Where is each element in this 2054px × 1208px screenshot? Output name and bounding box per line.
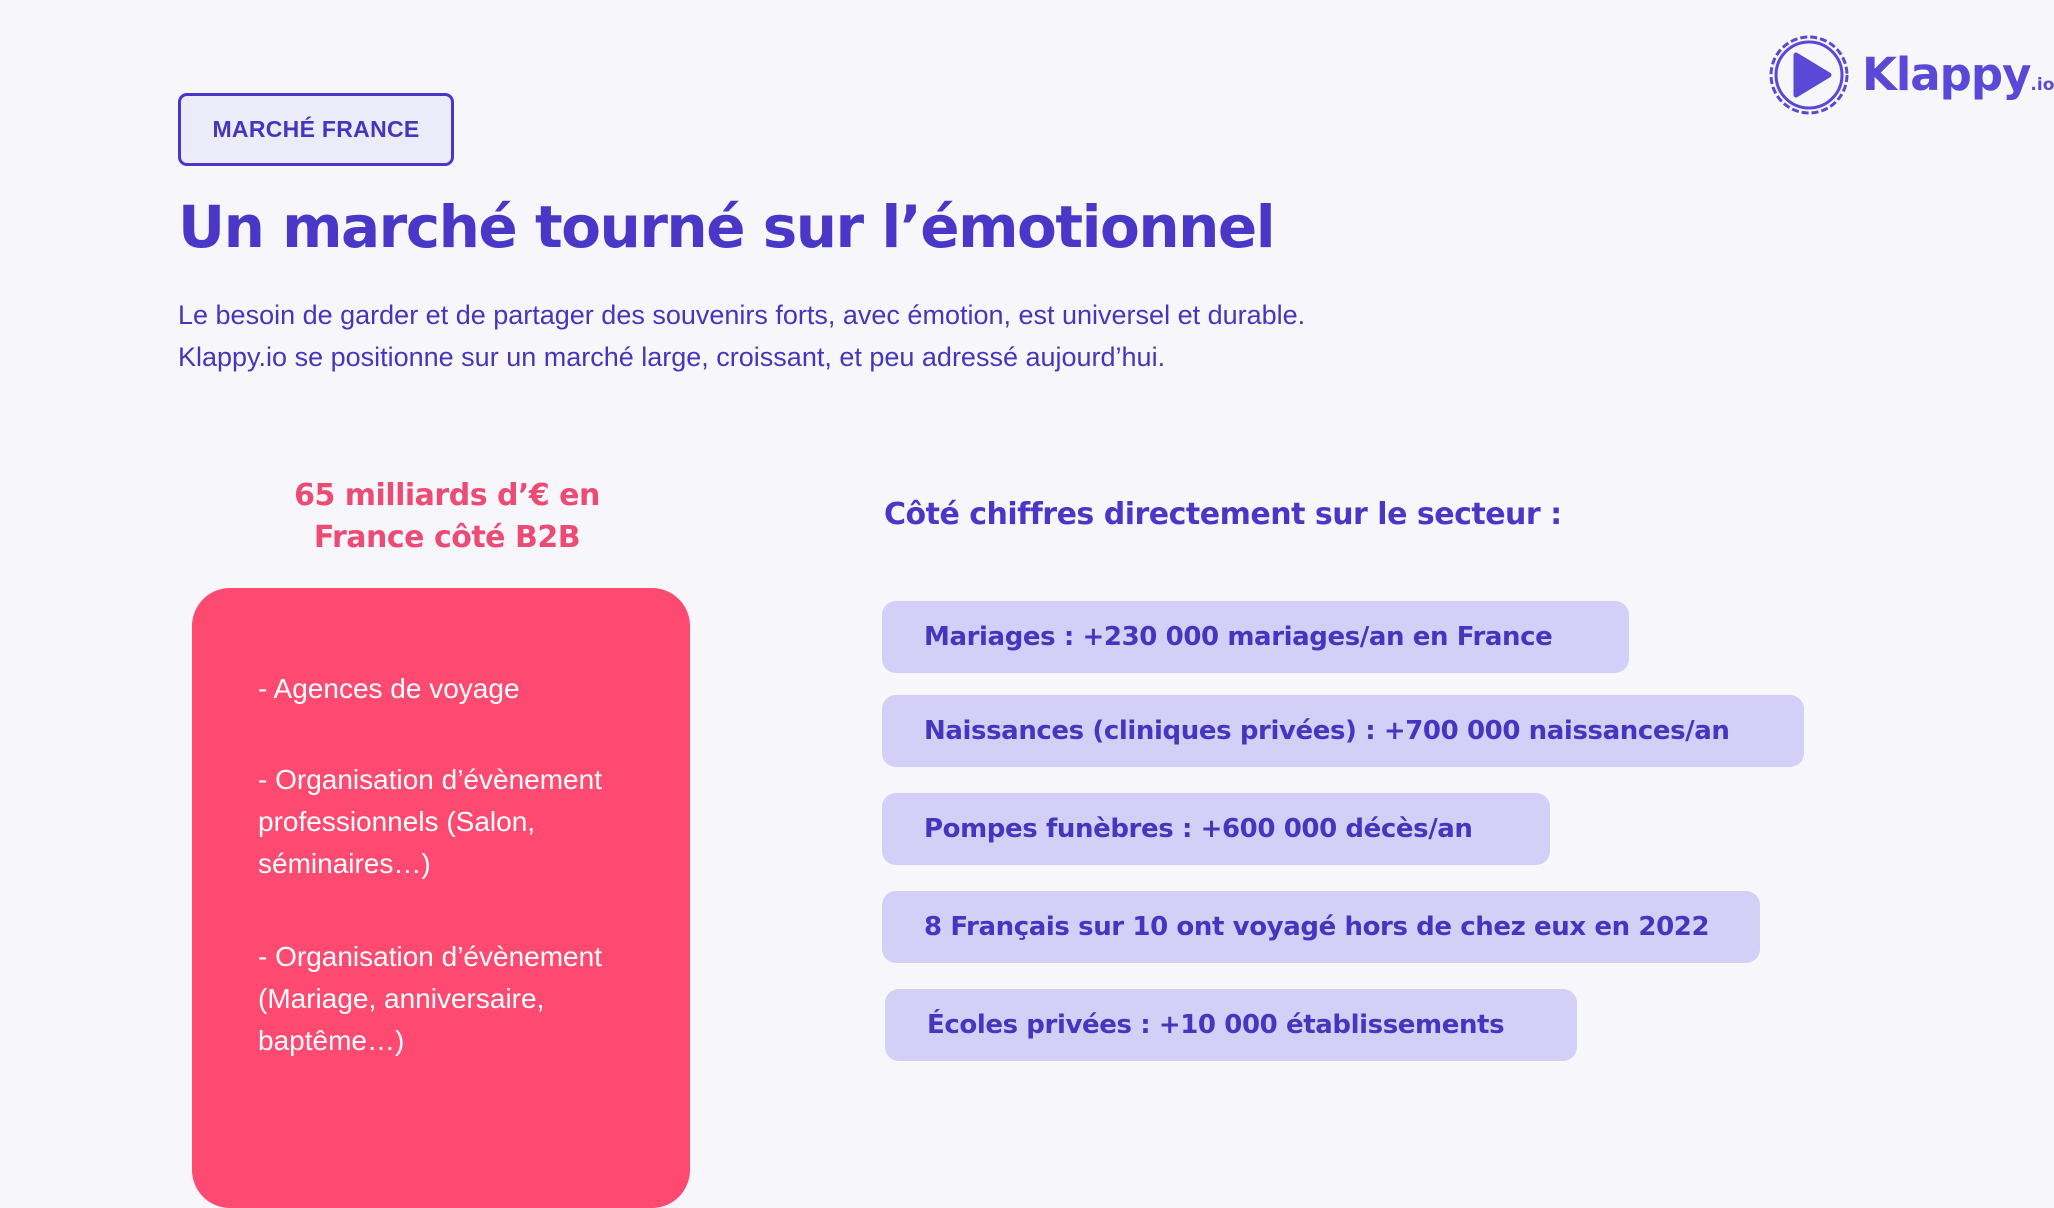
segment-line: baptême…) xyxy=(258,1025,405,1056)
sector-heading: Côté chiffres directement sur le secteur : xyxy=(884,497,1562,532)
segment-line: séminaires…) xyxy=(258,848,431,879)
market-size-line-1: 65 milliards d’€ en xyxy=(294,478,600,513)
stat-pill-travel: 8 Français sur 10 ont voyagé hors de chez eux en 2022 xyxy=(882,891,1760,963)
b2b-segments-card xyxy=(192,588,690,1208)
stat-pill-births: Naissances (cliniques privées) : +700 000 naissances/an xyxy=(882,695,1804,767)
segment-line: professionnels (Salon, xyxy=(258,806,536,837)
section-tag: MARCHÉ FRANCE xyxy=(178,93,454,166)
stat-pill-funerals: Pompes funèbres : +600 000 décès/an xyxy=(882,793,1550,865)
market-size-line-2: France côté B2B xyxy=(313,520,581,555)
page-subtitle xyxy=(178,294,1678,378)
segment-item xyxy=(258,759,602,885)
stat-pill-schools: Écoles privées : +10 000 établissements xyxy=(885,989,1577,1061)
segment-item xyxy=(258,936,602,1062)
stat-pill-weddings: Mariages : +230 000 mariages/an en France xyxy=(882,601,1629,673)
subtitle-line-2: Klappy.io se positionne sur un marché large, croissant, et peu adressé aujourd’hui. xyxy=(178,342,1166,372)
segment-line: (Mariage, anniversaire, xyxy=(258,983,545,1014)
segment-line: - Agences de voyage xyxy=(258,673,520,704)
subtitle-line-1: Le besoin de garder et de partager des souvenirs forts, avec émotion, est universel et durable. xyxy=(178,300,1306,330)
segment-line: - Organisation d’évènement xyxy=(258,764,602,795)
market-size-label xyxy=(192,475,702,559)
klappy-logo xyxy=(1766,32,2054,122)
logo-suffix: .io xyxy=(2030,75,2054,95)
logo-wordmark xyxy=(1862,48,2054,101)
segment-line: - Organisation d’évènement xyxy=(258,941,602,972)
play-badge-icon xyxy=(1766,32,1852,118)
logo-word: Klappy xyxy=(1862,48,2031,101)
page-title: Un marché tourné sur l’émotionnel xyxy=(178,193,1275,261)
segment-item xyxy=(258,668,520,710)
